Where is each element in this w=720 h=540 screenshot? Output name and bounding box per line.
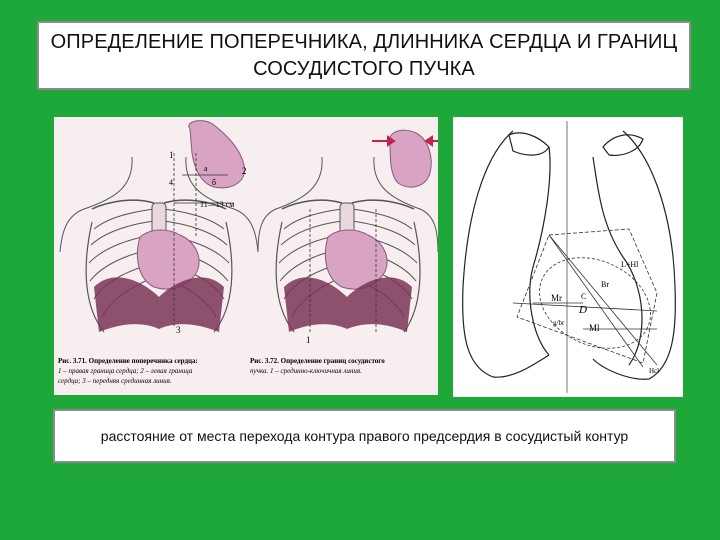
slide-title-box xyxy=(37,21,691,90)
heart-diameter-illustration xyxy=(54,117,438,395)
fig1-label-2: 2 xyxy=(242,166,247,176)
fig1-label-4: 4 xyxy=(169,178,173,187)
fig1-label-size: 11—13 см xyxy=(200,200,235,209)
slide-caption: расстояние от места перехода контура правого предсердия в сосудистый контур xyxy=(100,428,629,444)
fig2-caption-line1: пучка. 1 – срединно-ключичная линия. xyxy=(250,367,362,375)
xray-diagram xyxy=(453,117,683,397)
label-ml: Ml xyxy=(589,323,600,333)
fig1-label-b: б xyxy=(212,178,217,187)
inset-heart-1 xyxy=(189,121,245,188)
label-d: D xyxy=(579,304,587,316)
inset-heart-2 xyxy=(390,130,431,187)
fig1-caption-line2: сердца; 3 – передняя срединная линия. xyxy=(58,377,172,385)
label-hcl: Hcl xyxy=(649,367,660,375)
lung-outlines xyxy=(463,131,676,379)
fig1-label-3: 3 xyxy=(176,325,181,335)
label-c: C xyxy=(581,292,587,301)
anatomy-drawings xyxy=(54,117,438,395)
fig2-caption-title: Рис. 3.72. Определение границ сосудистого xyxy=(250,357,385,365)
slide-title: ОПРЕДЕЛЕНИЕ ПОПЕРЕЧНИКА, ДЛИННИКА СЕРДЦА И ГРАНИЦ СОСУДИСТОГО ПУЧКА xyxy=(50,30,678,80)
label-lhl: L+Hl xyxy=(621,260,639,269)
fig1-caption-title: Рис. 3.71. Определение поперечника сердца: xyxy=(58,357,198,365)
fig1-label-1: 1 xyxy=(169,150,174,160)
fig1-label-a: а xyxy=(204,164,208,173)
label-mr: Mr xyxy=(551,293,562,303)
fig2-label-1: 1 xyxy=(306,335,311,345)
label-gbr: g/br xyxy=(553,319,565,327)
fig1-caption-line1: 1 – правая граница сердца; 2 – левая граница xyxy=(58,367,193,375)
heart-xray-schematic xyxy=(453,117,683,397)
label-br: Br xyxy=(601,280,609,289)
slide-caption-box xyxy=(53,409,676,463)
measurement-geometry xyxy=(513,229,665,367)
